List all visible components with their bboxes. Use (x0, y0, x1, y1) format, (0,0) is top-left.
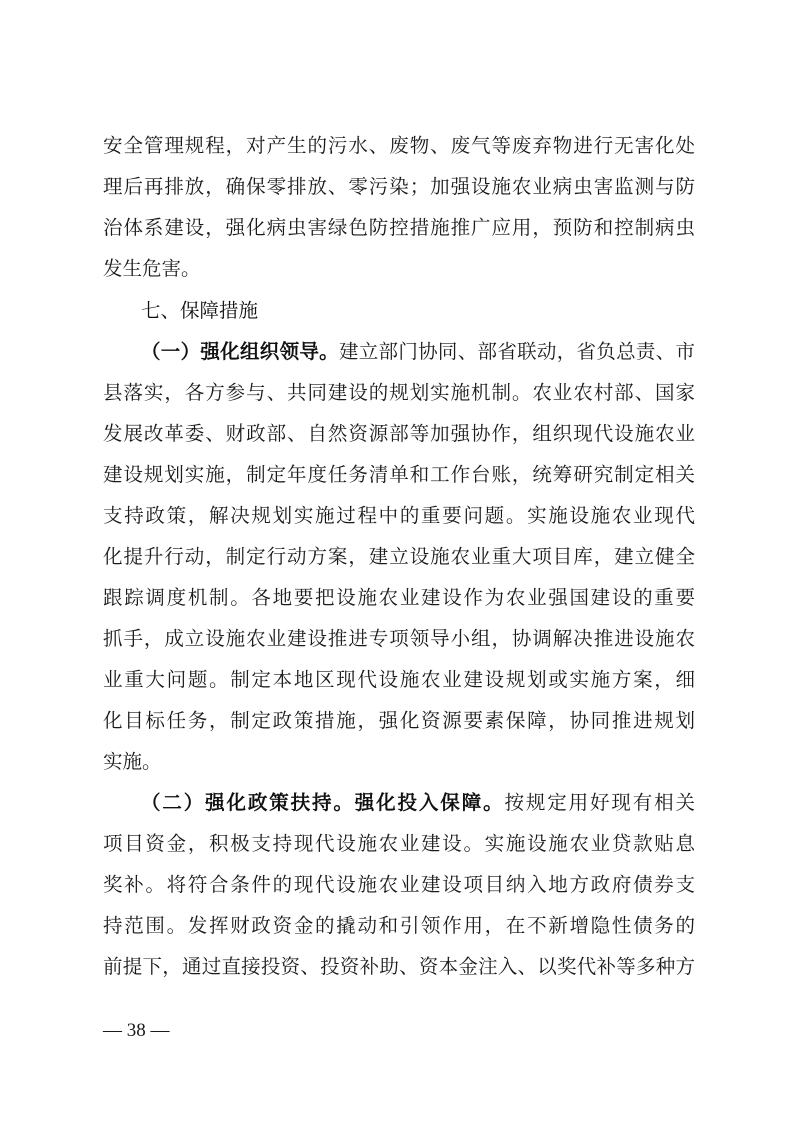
paragraph-line: 项目资金，积极支持现代设施农业建设。实施设施农业贷款贴息 (103, 832, 695, 855)
paragraph-line: 化提升行动，制定行动方案，建立设施农业重大项目库，建立健全 (103, 545, 695, 568)
paragraph-line: 建设规划实施，制定年度任务清单和工作台账，统筹研究制定相关 (103, 463, 695, 486)
section-heading: 七、保障措施 (141, 299, 259, 322)
paragraph-line: 前提下，通过直接投资、投资补助、资本金注入、以奖代补等多种方 (103, 955, 695, 978)
paragraph-line: 奖补。将符合条件的现代设施农业建设项目纳入地方政府债券支 (103, 873, 695, 896)
paragraph-line: 业重大问题。制定本地区现代设施农业建设规划或实施方案，细 (103, 668, 695, 691)
paragraph-line: 实施。 (103, 750, 162, 773)
paragraph-line: 发生危害。 (103, 257, 201, 280)
subsection-title: （一）强化组织领导。 (141, 340, 339, 363)
paragraph-line: 理后再排放，确保零排放、零污染；加强设施农业病虫害监测与防 (103, 175, 695, 198)
subsection-first-line (141, 785, 695, 821)
paragraph-line: 化目标任务，制定政策措施，强化资源要素保障，协同推进规划 (103, 709, 695, 732)
subsection-text: 按规定用好现有相关 (504, 791, 695, 814)
paragraph-line: 跟踪调度机制。各地要把设施农业建设作为农业强国建设的重要 (103, 586, 695, 609)
page-number: — 38 — (103, 1020, 170, 1041)
paragraph-line: 支持政策，解决规划实施过程中的重要问题。实施设施农业现代 (103, 504, 695, 527)
paragraph-line: 治体系建设，强化病虫害绿色防控措施推广应用，预防和控制病虫 (103, 216, 695, 239)
subsection-first-line (141, 334, 695, 370)
paragraph-line: 持范围。发挥财政资金的撬动和引领作用，在不新增隐性债务的 (103, 914, 695, 937)
subsection-subtitle: 强化投入保障。 (354, 791, 505, 814)
paragraph-line: 安全管理规程，对产生的污水、废物、废气等废弃物进行无害化处 (103, 134, 695, 157)
subsection-text: 建立部门协同、部省联动，省负总责、市 (338, 340, 695, 363)
paragraph-line: 县落实，各方参与、共同建设的规划实施机制。农业农村部、国家 (103, 381, 695, 404)
subsection-title: （二）强化政策扶持。 (141, 791, 355, 814)
paragraph-line: 发展改革委、财政部、自然资源部等加强协作，组织现代设施农业 (103, 422, 695, 445)
paragraph-line: 抓手，成立设施农业建设推进专项领导小组，协调解决推进设施农 (103, 627, 695, 650)
